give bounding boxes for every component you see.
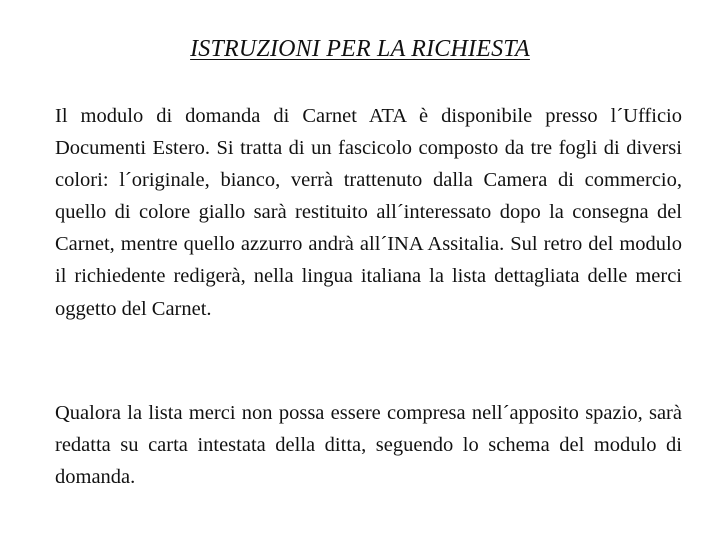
paragraph-merchandise-list: Qualora la lista merci non possa essere compresa nell´apposito spazio, sarà redatta su carta intestata della ditta, seguendo lo schema del modulo di domanda.: [55, 402, 682, 489]
paragraph-instructions: Il modulo di domanda di Carnet ATA è disponibile presso l´Ufficio Documenti Estero. Si tratta di un fascicolo composto da tre fogli di diversi colori: l´originale, bianco, verrà trattenuto dalla Camera di commercio, quello di colore giallo sarà restituito all´interessato dopo la consegna del Carnet, mentre quello azzurro andrà all´INA Assitalia. Sul retro del modulo il richiedente redigerà, nella lingua italiana la lista dettagliata delle merci oggetto del Carnet.: [55, 105, 682, 320]
page-title: ISTRUZIONI PER LA RICHIESTA: [190, 36, 530, 62]
